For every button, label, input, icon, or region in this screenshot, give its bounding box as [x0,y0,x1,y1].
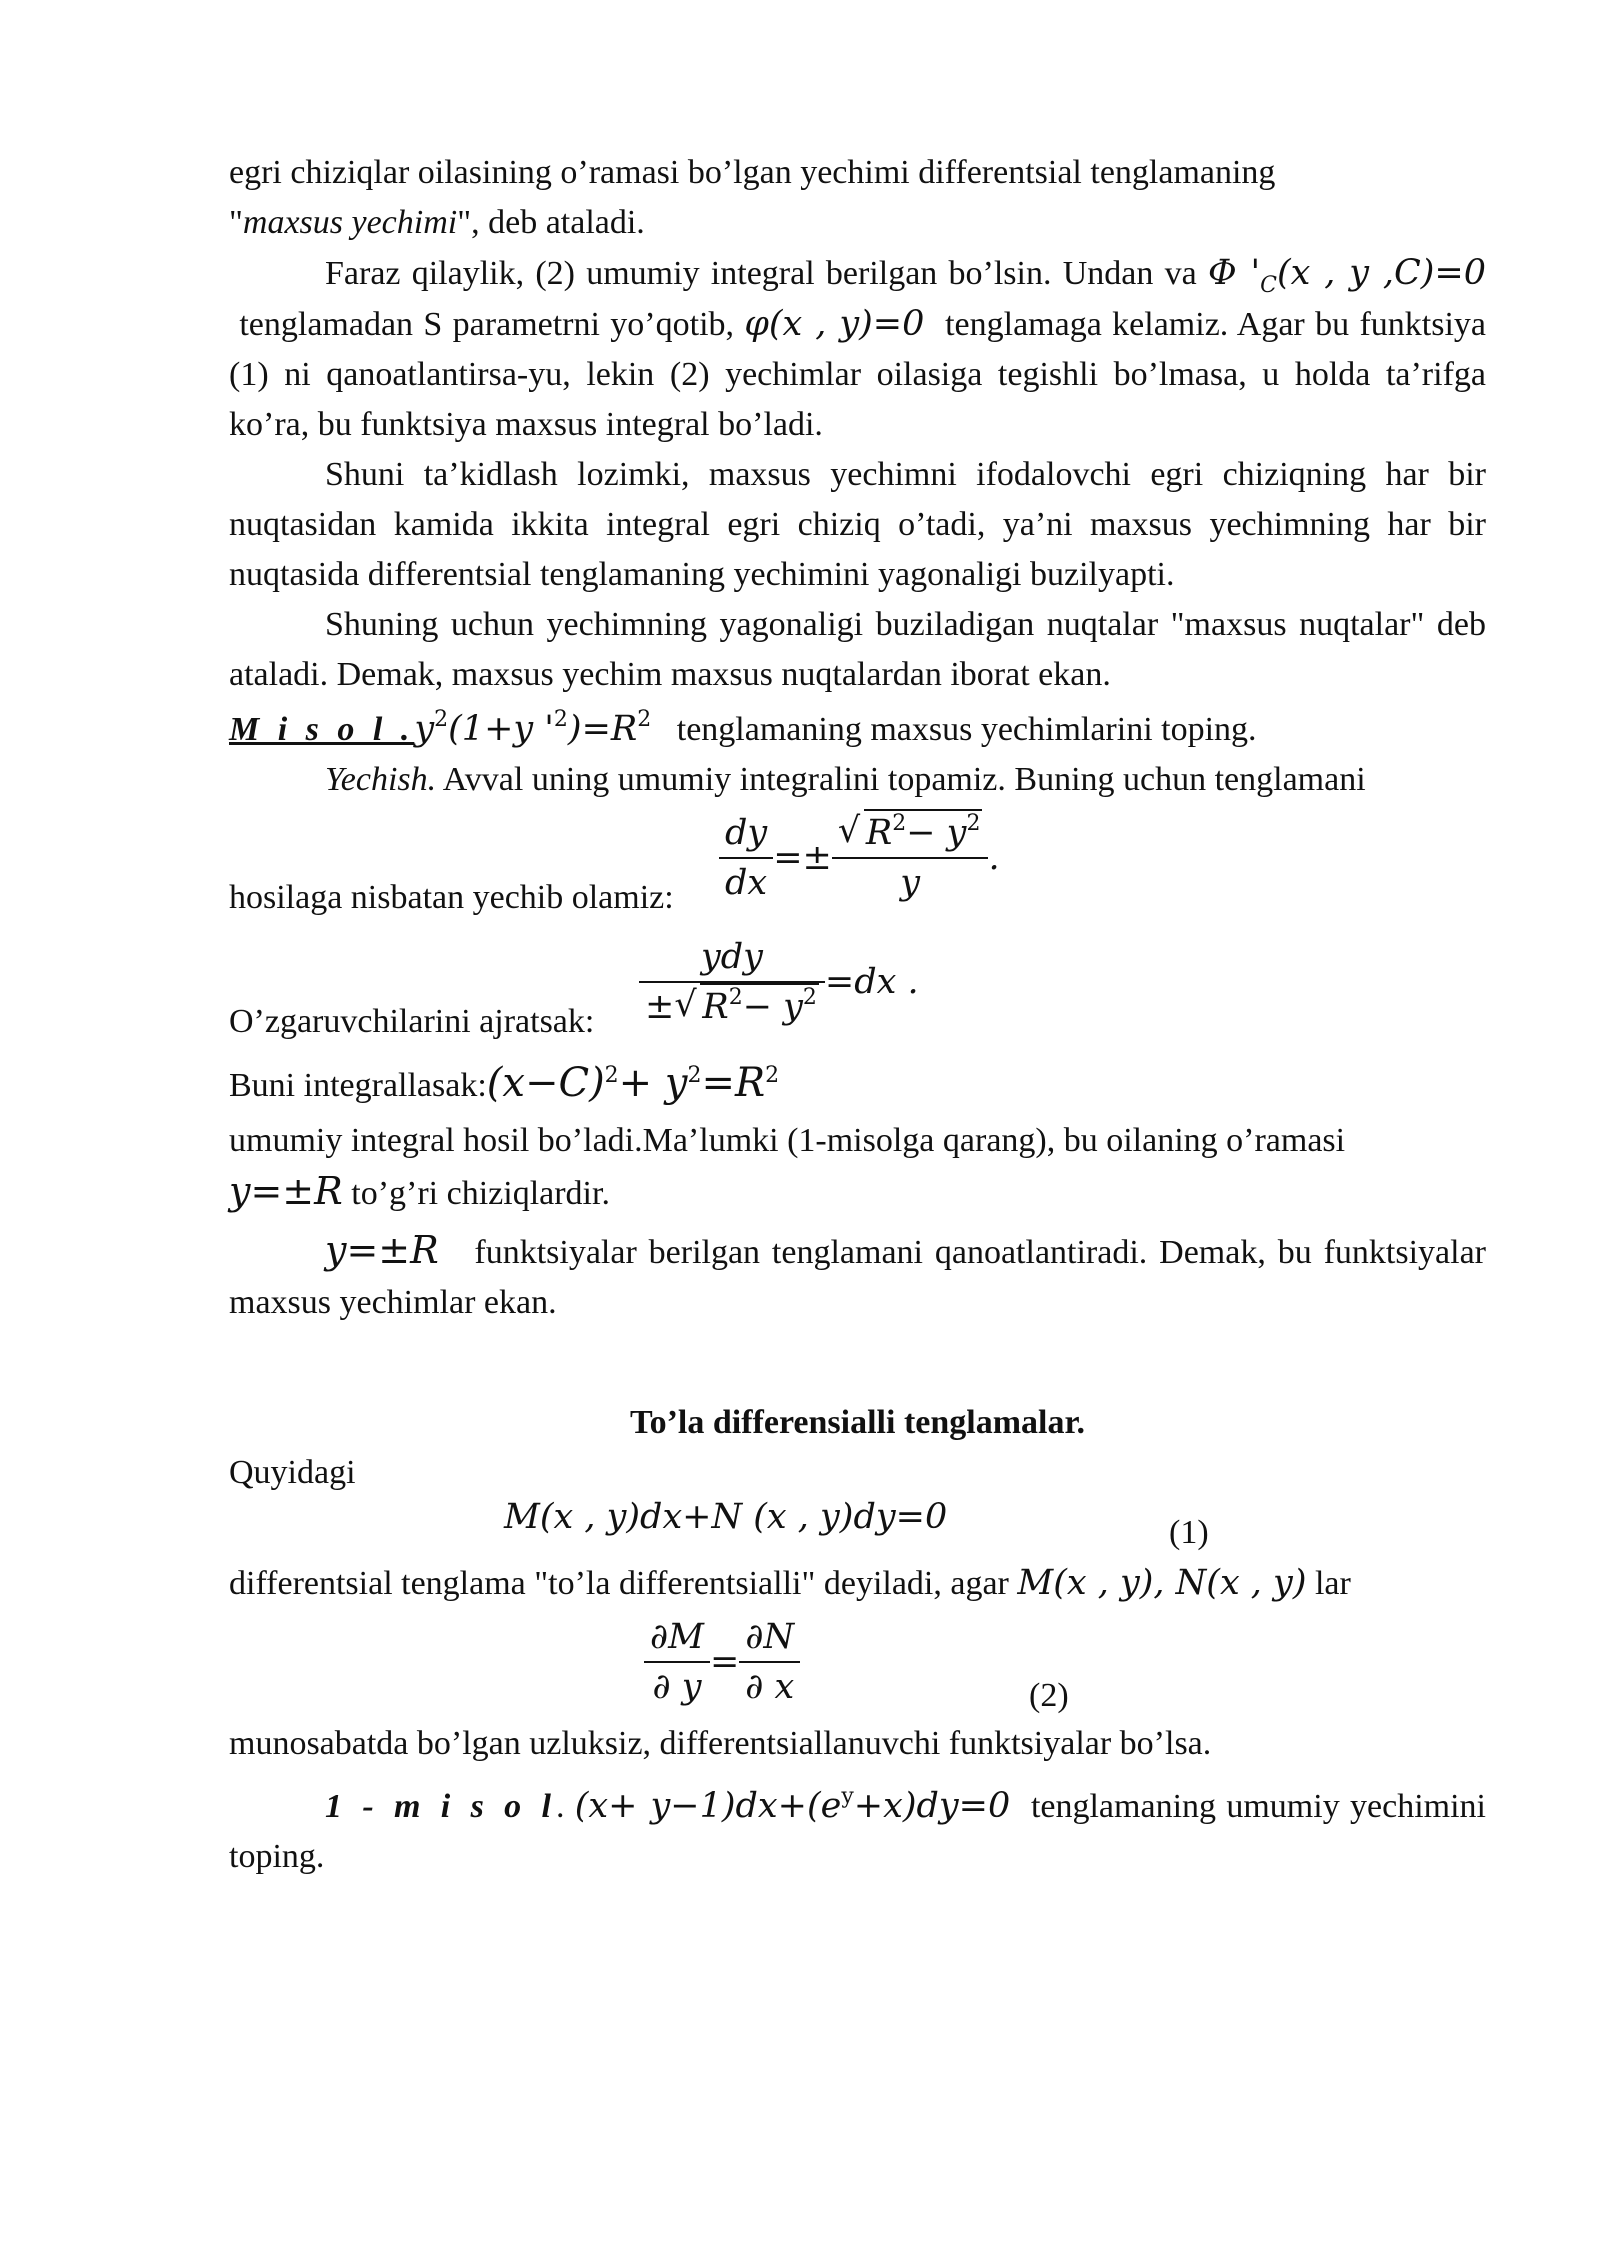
paragraph-shuni: Shuni ta’kidlash lozimki, maxsus yechimni ifodalovchi egri chiziqning har bir nuqtasidan kamida ikkita integral egri chiziq o’tadi, ya’ni maxsus yechimning har bir nuqtasida differentsial tenglamaning yechimini yagonaligi buzilyapti. [229,456,1486,593]
formula-envelope-2: y=±R [325,1228,439,1272]
hosila-row [229,805,1486,925]
section-heading: To’la differensialli tenglamalar. [630,1404,1085,1441]
misol-statement [229,704,1486,755]
emphasis-term: maxsus yechimi [242,204,458,241]
text: Faraz qilaylik, (2) umumiy integral berilgan bo’lsin. Undan va [325,255,1197,292]
text: ", deb ataladi. [457,204,645,241]
text: hosilaga nisbatan yechib olamiz: [229,879,674,916]
paragraph-faraz [229,248,1486,450]
misol-label: M i s o l . [229,711,415,748]
text: umumiy integral hosil bo’ladi.Ma’lumki (1-misolga qarang), bu oilaning o’ramasi [229,1122,1346,1159]
paragraph-maxsus-yechim [229,148,1486,248]
text: O’zgaruvchilarini ajratsak: [229,1003,595,1040]
paragraph-funktsiyalar [229,1225,1486,1328]
quyidagi-text: Quyidagi [229,1454,356,1491]
formula-total-differential: M(x , y)dx+N (x , y)dy=0 [504,1497,948,1537]
formula-circle: $(x-C)^2+ y^2=R^2$ [486,1060,780,1106]
equation-number-1: (1) [1169,1514,1209,1551]
ajrat-row [229,925,1486,1053]
document-page [229,148,1486,1882]
formula-phi-prime: Φ '$_C(x$ , y ,C)=0 [1207,253,1487,298]
equation-number-2: (2) [1029,1677,1069,1714]
misol-1: 1 - m i s o l. $(x+ y-1)dx+(e^y+x)dy=0$ tenglamaning umumiy yechimini toping. [229,1784,1486,1875]
text: differentsial tenglama "to’la differentsialli" deyiladi, agar [229,1565,1009,1602]
text: tenglamadan S parametrni yo’qotib, [239,306,735,343]
text: Buni integrallasak: [229,1067,487,1104]
equation-1-row [229,1498,1486,1558]
integ-line [229,1053,1486,1116]
munosabat-line: munosabatda bo’lgan uzluksiz, differentsiallanuvchi funktsiyalar bo’lsa. [229,1725,1212,1762]
formula-exactness: $\frac{\partial M}{\partial y}$ = $\frac{\partial N}{\partial x}$ [644,1613,800,1711]
misol-1-label: 1 - m i s o l [325,1788,556,1825]
formula-envelope: y=±R [229,1169,343,1213]
text-line: egri chiziqlar oilasining o’ramasi bo’lgan yechimi differentsial tenglamaning [229,154,1276,191]
equation-2-row [229,1609,1486,1719]
text: tenglamaga kelamiz. Agar bu funktsiya (1) ni qanoatlantirsa-yu, lekin (2) yechimlar oilasiga tegishli bo’lmasa, u holda ta’rifga ko’ra, bu funktsiya maxsus integral bo’ladi. [229,306,1486,443]
text: Avval uning umumiy integralini topamiz. Buning uchun tenglamani [442,761,1366,798]
paragraph-shuning: Shuning uchun yechimning yagonaligi buziladigan nuqtalar "maxsus nuqtalar" deb ataladi. Demak, maxsus yechim maxsus nuqtalardan iborat ekan. [229,606,1486,693]
definition-line [229,1558,1486,1609]
text: tenglamaning umumiy yechimini toping. [229,1788,1486,1875]
formula-separated: ydy ± √ $R^2- y^2$ =dx . [639,933,919,1031]
formula-misol: $y^2(1+y$ '$^2)=R^2$ [414,707,652,749]
formula-derivative: $\frac{dy}{dx}$ =± √ $R^2- y^2$ y . [719,809,1000,907]
paragraph-umumiy [229,1116,1486,1219]
yechish-label: Yechish. [325,761,437,798]
text: funktsiyalar berilgan tenglamani qanoatlantiradi. Demak, bu funktsiyalar maxsus yechimlar ekan. [229,1234,1486,1321]
formula-mn: M(x , y), N(x , y) [1017,1563,1307,1603]
text: to’g’ri chiziqlardir. [351,1175,610,1212]
text: " [229,204,243,241]
text: tenglamaning maxsus yechimlarini toping. [676,711,1257,748]
formula-misol-1: $(x+ y-1)dx+(e^y+x)dy=0$ [574,1784,1011,1826]
formula-phi: φ(x , y)=0 [744,304,925,344]
text: lar [1314,1565,1351,1602]
paragraph-yechish [229,755,1486,805]
